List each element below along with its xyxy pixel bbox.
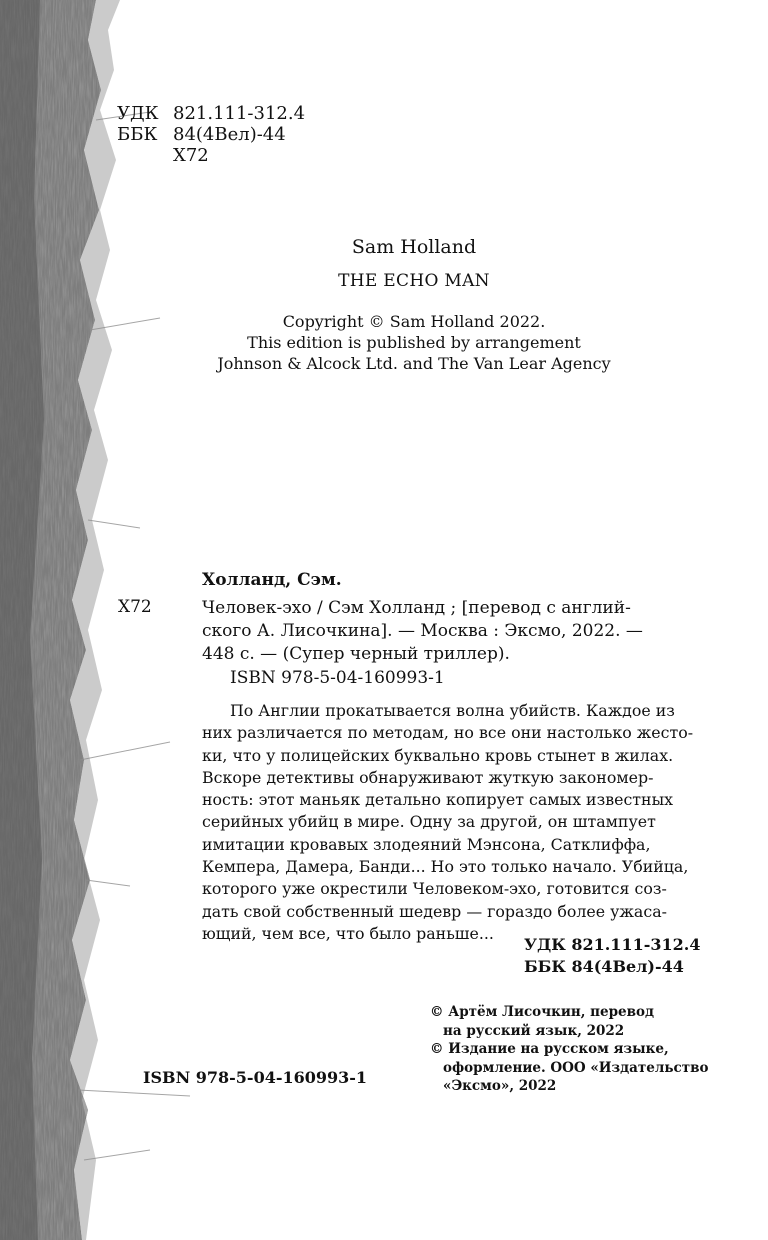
catalog-author-heading: Холланд, Сэм. (202, 570, 342, 590)
catalog-author-sign: Х72 (118, 597, 152, 617)
author-sign: Х72 (173, 145, 209, 166)
bbk-value: 84(4Вел)-44 (173, 124, 286, 145)
udk-value: 821.111-312.4 (173, 103, 306, 124)
annotation-line: ки, что у полицейских буквально кровь стынет в жилах. (202, 745, 674, 765)
annotation-line: ющий, чем все, что было раньше... (202, 923, 494, 943)
rights-line: на русский язык, 2022 (443, 1022, 625, 1039)
rights-line: оформление. ООО «Издательство (443, 1059, 709, 1076)
original-title: THE ECHO MAN (338, 271, 490, 291)
rights-line: © Артём Лисочкин, перевод (430, 1004, 654, 1020)
copyright-line: Copyright © Sam Holland 2022. (282, 312, 546, 331)
catalog-isbn: ISBN 978-5-04-160993-1 (230, 668, 445, 688)
annotation-line: По Англии прокатывается волна убийств. Каждое из (230, 701, 675, 720)
isbn-bold: ISBN 978-5-04-160993-1 (143, 1068, 368, 1087)
annotation-line: ность: этот маньяк детально копирует самых известных (202, 790, 674, 810)
brush-texture-edge (0, 0, 200, 1240)
udk-code: УДК 821.111-312.4 (524, 935, 701, 954)
annotation-line: Кемпера, Дамера, Банди... Но это только начало. Убийца, (202, 857, 689, 877)
original-author: Sam Holland (351, 236, 477, 258)
bbk-label: ББК (117, 124, 158, 145)
bib-line: Человек-эхо / Сэм Холланд ; [перевод с англий- (202, 598, 631, 618)
annotation-line: серийных убийц в мире. Одну за другой, он штампует (202, 812, 656, 832)
bibliographic-description (202, 597, 672, 666)
rights-notice (430, 1003, 708, 1096)
classification-top (117, 103, 305, 166)
annotation-line: Вскоре детективы обнаруживают жуткую закономер- (202, 767, 654, 787)
annotation-line: которого уже окрестили Человеком-эхо, готовится соз- (202, 879, 667, 899)
rights-line: «Эксмо», 2022 (443, 1078, 557, 1094)
bbk-code: ББК 84(4Вел)-44 (524, 957, 684, 976)
annotation-line: них различается по методам, но все они настолько жесто- (202, 723, 694, 743)
copyright-line: This edition is published by arrangement (247, 333, 581, 352)
annotation-line: имитации кровавых злодеяний Мэнсона, Сатклиффа, (202, 834, 651, 854)
classification-bottom (524, 934, 700, 978)
rights-line: © Издание на русском языке, (430, 1041, 669, 1057)
annotation-line: дать свой собственный шедевр — гораздо более ужаса- (202, 901, 667, 921)
copyright-notice (200, 311, 628, 374)
bib-line: 448 с. — (Супер черный триллер). (202, 644, 510, 664)
bib-line: ского А. Лисочкина]. — Москва : Эксмо, 2022. — (202, 621, 643, 641)
udk-label: УДК (117, 103, 159, 124)
copyright-line: Johnson & Alcock Ltd. and The Van Lear Agency (217, 354, 611, 373)
